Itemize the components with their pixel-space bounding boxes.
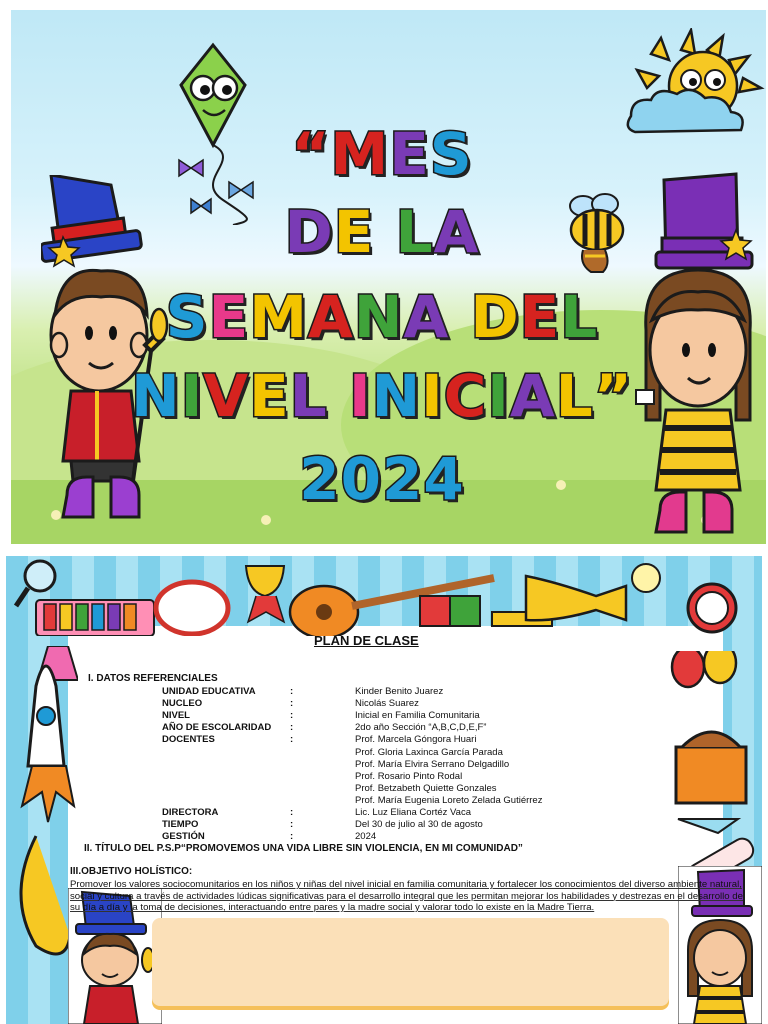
title-line-3 (11, 283, 766, 351)
title-letter: E (389, 120, 430, 188)
title-letter: A (307, 283, 354, 351)
title-letter: N (131, 362, 181, 430)
title-letter: ” (593, 362, 633, 430)
title-letter: 4 (423, 445, 465, 513)
title-letter: A (403, 283, 450, 351)
title-letter: C (443, 362, 488, 430)
objective-highlight-box (152, 918, 669, 1006)
row-colon: : (290, 831, 294, 843)
row-value: 2024 (355, 831, 377, 843)
title-letter: M (249, 283, 308, 351)
row-label: DOCENTES (162, 734, 215, 746)
title-line-4 (11, 362, 766, 430)
objective-text: Promover los valores sociocomunitarios en los niños y niñas del nivel inicial en familia comunitaria y fortalecer los conocimientos del diverso ambiente natural, social y cultura a través de actividades lúdicas significativas para el desarrollo integral que les permitan mejorar los habilidades y destrezas en el desarrollo de su día a día y la toma de decisiones, interactuando entre pares y la madre social y valorar todo lo existe en la Madre Tierra. (70, 879, 743, 913)
title-letter: M (330, 120, 390, 188)
row-value: Prof. Betzabeth Quiette Gonzales (355, 782, 497, 794)
row-label: TIEMPO (162, 819, 199, 831)
school-supplies-border (6, 556, 762, 636)
title-letter: D (470, 283, 520, 351)
row-colon: : (290, 686, 294, 697)
title-letter: L (395, 198, 434, 266)
title-letter: L (560, 283, 599, 351)
row-colon: : (290, 722, 294, 734)
title-letter: N (353, 283, 404, 351)
row-label: NUCLEO (162, 698, 203, 710)
title-letter: L (289, 362, 328, 430)
title-line-1 (11, 120, 766, 188)
title-letter: A (509, 362, 556, 430)
title-line-5 (11, 445, 766, 513)
row-value: Prof. María Elvira Serrano Delgadillo (355, 758, 510, 770)
title-letter: N (371, 362, 422, 430)
title-letter: 2 (382, 445, 424, 513)
title-line-2 (11, 198, 766, 266)
title-letter (374, 203, 395, 261)
title-letter: E (333, 198, 375, 266)
row-value: Prof. Rosario Pinto Rodal (355, 770, 463, 782)
row-colon: : (290, 710, 294, 722)
row-value: Kinder Benito Juarez (355, 686, 444, 697)
row-colon: : (290, 819, 294, 831)
title-letter: I (348, 362, 372, 430)
row-value: Nicolás Suarez (355, 698, 419, 710)
row-value: Prof. María Eugenia Loreto Zelada Gutiérrez (355, 794, 543, 806)
cover-banner (11, 10, 766, 544)
row-colon: : (290, 734, 294, 746)
title-letter (449, 288, 470, 346)
title-letter: D (284, 198, 334, 266)
row-label: AÑO DE ESCOLARIDAD (162, 722, 272, 734)
title-letter: I (180, 362, 204, 430)
section-titulo-psp: II. TÍTULO DEL P.S.P“PROMOVEMOS UNA VIDA LIBRE SIN VIOLENCIA, EN MI COMUNIDAD” (84, 843, 523, 854)
title-letter: E (249, 362, 290, 430)
title-letter: “ (291, 120, 331, 188)
row-value: Del 30 de julio al 30 de agosto (355, 819, 483, 831)
row-label: GESTIÓN (162, 831, 205, 843)
title-letter: S (429, 120, 473, 188)
row-value: Prof. Gloria Laxinca García Parada (355, 746, 503, 758)
title-letter: E (519, 283, 561, 351)
title-letter: V (203, 362, 250, 430)
row-value: Inicial en Familia Comunitaria (355, 710, 480, 722)
title-letter: E (208, 283, 250, 351)
row-value: 2do año Sección “A,B,C,D,E,F” (355, 722, 487, 734)
title-letter: S (165, 283, 209, 351)
row-label: UNIDAD EDUCATIVA (162, 686, 256, 697)
section-datos-referenciales: I. DATOS REFERENCIALES (88, 673, 218, 684)
row-colon: : (290, 698, 294, 710)
row-value: Prof. Marcela Góngora Huari (355, 734, 477, 746)
title-letter: I (421, 362, 444, 430)
row-value: Lic. Luz Eliana Cortéz Vaca (355, 807, 471, 818)
title-letter: I (487, 362, 510, 430)
row-colon: : (290, 807, 294, 818)
row-label: DIRECTORA (162, 807, 219, 818)
flower-icon (261, 515, 271, 525)
title-letter: 0 (340, 445, 382, 513)
title-letter: 2 (299, 445, 341, 513)
plan-title: PLAN DE CLASE (314, 633, 419, 648)
row-label: NIVEL (162, 710, 190, 722)
title-letter (328, 367, 349, 425)
title-letter: L (555, 362, 594, 430)
section-objetivo-holistico: III.OBJETIVO HOLÍSTICO: (70, 866, 193, 877)
title-letter: A (433, 198, 480, 266)
